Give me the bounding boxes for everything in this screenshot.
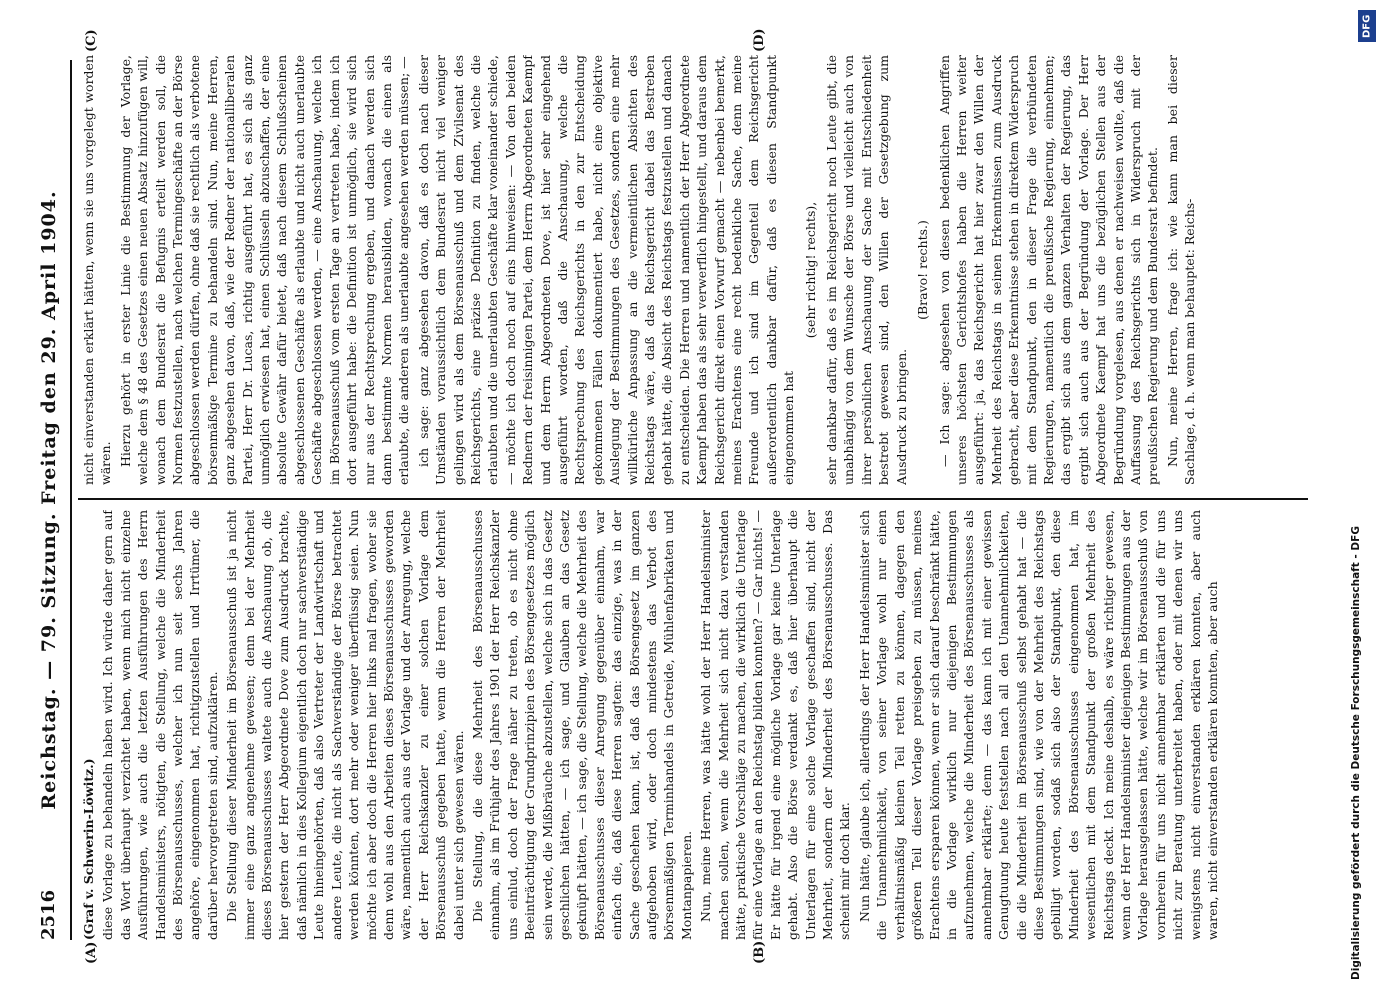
paragraph: — Ich sage: abgesehen von diesen bedenklichen Angriffen unseres höchsten Gerichtshofes haben die Herren weiter ausgeführt: ja, das Reichsgericht hat hier zwar den Willen der Mehrheit des Reichstags in seinen Erkenntnissen zum Ausdruck gebracht, aber diese Erkenntnisse stehen in direktem Widerspruch mit dem Standpunkt, den in dieser Frage die verbündeten Regierungen, namentlich die preußische Regierung, einnehmen; das ergibt sich aus dem ganzen Verhalten der Regierung, das ergibt sich auch aus der Begründung der Vorlage. Der Herr Abgeordnete Kaempf hat uns die bezüglichen Stellen aus der Begründung vorgelesen, aus denen er nachweisen wollte, daß die Auffassung des Reichsgerichts sich in Widerspruch mit der preußischen Regierung und dem Bundesrat befindet.: [936, 55, 1161, 485]
page-number: 2516: [38, 889, 59, 940]
margin-marker-a: (A): [84, 941, 99, 964]
right-column: [80, 55, 1300, 485]
paragraph: ich sage: ganz abgesehen davon, daß es doch nach dieser Umständen voraussichtlich dem Bundesrat nicht viel weniger gelingen wird als dem Börsenausschuß und dem Zivilsenat des Reichsgerichts, eine präzise Definition zu finden, welche die erlaubten und die unerlaubten Geschäfte klar voneinander schiede, — möchte ich doch noch auf eins hinweisen: — Von den beiden Rednern der freisinnigen Partei, dem Herrn Abgeordneten Kaempf und dem Herrn Abgeordneten Dove, ist hier sehr eingehend ausgeführt worden, daß die Anschauung, welche die Rechtsprechung des Reichsgerichts in den zur Entscheidung gekommenen Fällen dokumentiert habe, nicht eine objektive Auslegung der Bestimmungen des Gesetzes, sondern eine mehr willkürliche Anpassung an die vermeintlichen Absichten des Reichstags wäre, daß das Reichsgericht dabei das Bestreben gehabt hätte, die Absicht des Reichstags festzustellen und danach zu entscheiden. Die Herren und namentlich der Herr Abgeordnete Kaempf haben das als sehr verwerflich hingestellt, und daraus dem Reichsgericht direkt einen Vorwurf gemacht — nebenbei bemerkt, meines Erachtens eine recht bedenkliche Sache, denn meine Freunde und ich sind im Gegenteil dem Reichsgericht außerordentlich dankbar dafür, daß es diesen Standpunkt eingenommen hat: [415, 55, 797, 485]
page-header: [30, 60, 72, 940]
interjection: (sehr richtig! rechts),: [802, 201, 818, 339]
margin-marker-d: (D): [752, 28, 767, 52]
paragraph: Nun, meine Herren, was hätte wohl der Herr Handelsminister machen sollen, wenn die Mehrheit sich nicht dazu verstanden hätte, praktische Vorschläge zu machen, die wirklich die Unterlage für eine Vorlage an den Reichstag bilden konnten? — Gar nichts! — Er hätte für irgend eine mögliche Vorlage gar keine Unterlage gehabt. Also die Börse verdankt es, daß hier überhaupt die Unterlagen für eine solche Vorlage geschaffen sind, nicht der Mehrheit, sondern der Minderheit des Börsenausschusses. Das scheint mir doch klar.: [698, 510, 853, 940]
column-divider: [78, 498, 1308, 500]
speaker-name: (Graf v. Schwerin-Löwitz.): [81, 758, 96, 940]
paragraph: nicht einverstanden erklärt hätten, wenn sie uns vorgelegt worden wären.: [81, 55, 114, 485]
interjection: (Bravo! rechts.): [915, 220, 931, 320]
paragraph: Nun, meine Herren, frage ich: wie kann man bei dieser Sachlage, d. h. wenn man behauptet: Reichs-: [1164, 55, 1198, 485]
paragraph: Die Stellung dieser Minderheit im Börsenausschuß ist ja nicht immer eine ganz angenehme gewesen; denn bei der Mehrheit dieses Börsenausschusses waltete auch die Anschauung ob, die hier gestern der Herr Abgeordnete Dove zum Ausdruck brachte, daß nämlich in dies Kollegium eigentlich doch nur sachverständige Leute hineingehörten, daß also Vertreter der Landwirtschaft und andere Leute, die nicht als Sachverständige der Börse betrachtet werden könnten, dort mehr oder weniger überflüssig seien. Nun möchte ich aber doch die Herren hier links mal fragen, woher sie denn wohl aus den Arbeiten dieses Börsenausschusses geworden wäre, namentlich auch aus der Vorlage und der Anregung, welche der Herr Reichskanzler zu einer solchen Vorlage dem Börsenausschuß gegeben hatte, wenn die Herren der Mehrheit dabei unter sich gewesen wären.: [224, 510, 466, 940]
paragraph: diese Vorlage zu behandeln haben wird. Ich würde daher gern auf das Wort überhaupt verzichtet haben, wenn mich nicht einzelne Ausführungen, wie auch die letzten Ausführungen des Herrn Handelsministers, nötigten, die Stellung, welche die Minderheit des Börsenausschusses, welcher ich nun seit sechs Jahren angehöre, eingenommen hat, richtigzustellen und Irrtümer, die darüber hervorgetreten sind, aufzuklären.: [100, 510, 220, 940]
digitization-credit: Digitalisierung gefördert durch die Deutsche Forschungsgemeinschaft - DFG: [1350, 526, 1362, 980]
page-title: Reichstag. — 79. Sitzung. Freitag den 29. April 1904.: [38, 190, 60, 810]
paragraph: Nun hätte, glaube ich, allerdings der Herr Handelsminister sich die Unannehmlichkeit, von seiner Vorlage wohl nur einen verhältnismäßig kleinen Teil retten zu können, dagegen den größeren Teil dieser Vorlage preisgeben zu müssen, meines Erachtens ersparen können, wenn er sich darauf beschränkt hätte, in die Vorlage wirklich nur diejenigen Bestimmungen aufzunehmen, welche die Minderheit des Börsenausschusses als annehmbar erklärte; denn — das kann ich mit einer gewissen Genugtuung heute feststellen nach all den Unannehmlichkeiten, die die Minderheit im Börsenausschuß selbst gehabt hat — die diese Bestimmungen sind, wie von der Mehrheit des Reichstags gebilligt worden, sodaß sich also der Standpunkt, den diese Minderheit des Börsenausschusses eingenommen hat, im wesentlichen mit dem Standpunkt der großen Mehrheit des Reichstags deckt. Ich meine deshalb, es wäre richtiger gewesen, wenn der Herr Handelsminister diejenigen Bestimmungen aus der Vorlage herausgelassen hätte, welche wir im Börsenausschuß von vornherein für uns nicht annehmbar erklärten und die für uns nicht zur Beratung unterbreitet haben, oder mit denen wir uns wenigstens nicht einverstanden erklären konnten, aber auch waren, nicht einverstanden erklären konnten, aber auch: [856, 510, 1220, 940]
margin-marker-c: (C): [84, 29, 99, 52]
paragraph: Die Stellung, die diese Mehrheit des Börsenausschusses einnahm, als im Frühjahr des Jahres 1901 der Herr Reichskanzler uns einlud, doch der Frage näher zu treten, ob es nicht ohne Beeinträchtigung der Grundprinzipien des Börsengesetzes möglich sein werde, die Mißbräuche abzustellen, welche sich in das Gesetz geschlichen hätten, — ich sage, und Glauben an das Gesetz geknüpft hätten, — ich sage, die Stellung, welche die Mehrheit des Börsenausschusses dieser Anregung gegenüber einnahm, war einfach die, daß diese Herren sagten: das einzige, was in der Sache geschehen kann, ist, daß das Börsengesetz im ganzen aufgehoben wird, oder doch mindestens das Verbot des börsenmäßigen Terminhandels in Getreide, Mühlenfabrikaten und Montanpapieren.: [469, 510, 694, 940]
paragraph: sehr dankbar dafür, daß es im Reichsgericht noch Leute gibt, die unabhängig von dem Wunsche der Börse und vielleicht auch von ihrer persönlichen Anschauung der Sache mit Entschiedenheit bestrebt gewesen sind, den Willen der Gesetzgebung zum Ausdruck zu bringen.: [824, 55, 909, 485]
left-column: [80, 510, 1300, 940]
margin-marker-b: (B): [752, 940, 767, 964]
dfg-logo-text: DFG: [1361, 14, 1373, 38]
paragraph: Hierzu gehört in erster Linie die Bestimmung der Vorlage, welche dem § 48 des Gesetzes einen neuen Absatz hinzufügen will, wonach dem Bundesrat die Befugnis erteilt werden soll, die Normen festzustellen, nach welchen Termingeschäfte an der Börse abgeschlossen werden dürfen, ohne daß sie rechtlich als verbotene börsenmäßige Termine zu behandeln sind. Nun, meine Herren, ganz abgesehen davon, daß, wie der Redner der nationalliberalen Partei, Herr Dr. Lucas, richtig ausgeführt hat, es sich als ganz unmöglich erwiesen hat, einen Schlüsseln abzuschaffen, der eine absolute Gewähr dafür bietet, daß nach diesem Schlußscheinen abgeschlossenen Geschäfte als erlaubte und nicht auch unerlaubte Geschäfte abgeschlossen werden, — eine Anschauung, welche ich im Börsenausschuß vom ersten Tage an vertreten habe, indem ich dort ausgeführt habe: die Definition ist unmöglich, sie wird sich nur aus der Rechtsprechung ergeben, und danach werden sich dann bestimmte Normen herausbilden, wonach die einen als erlaubte, die anderen als unerlaubte angesehen werden müssen; —: [117, 55, 412, 485]
